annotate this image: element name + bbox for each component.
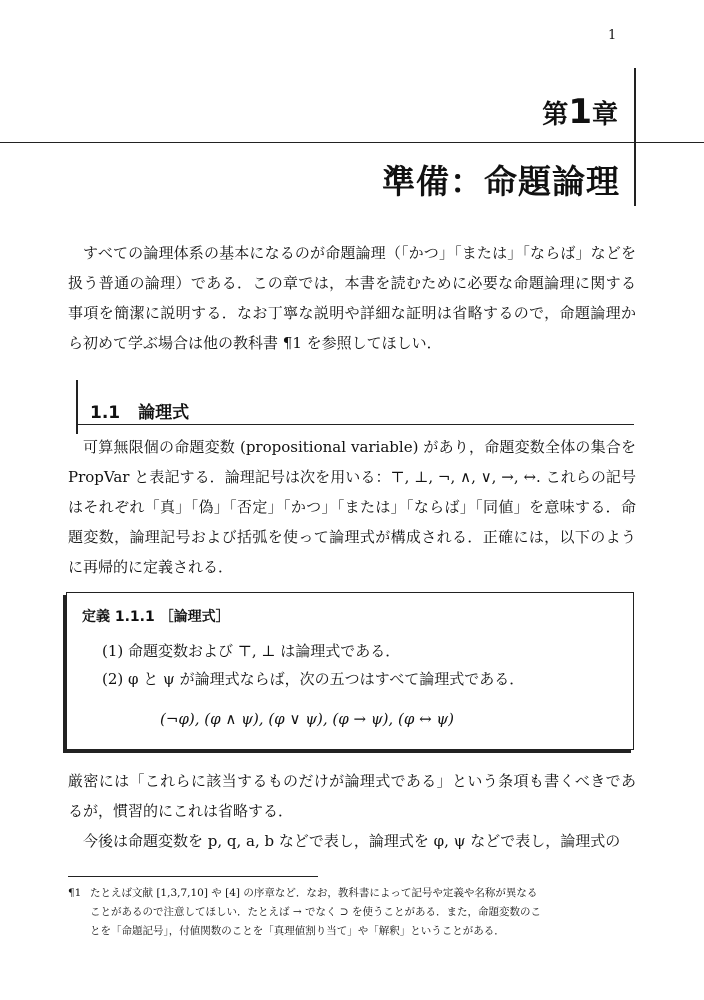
chapter-suffix: 章	[591, 100, 618, 130]
chapter-heading	[0, 92, 618, 132]
intro-paragraph: すべての論理体系の基本になるのが命題論理（「かつ」「または」「ならば」などを扱う普通の論理）である．この章では，本書を読むために必要な命題論理に関する事項を簡潔に説明する．なお丁寧な説明や詳細な証明は省略するので，命題論理から初めて学ぶ場合は他の教科書 ¶1 を参照してほしい．	[68, 244, 636, 352]
footnote-mark: ¶1	[68, 887, 82, 899]
chapter-prefix: 第	[542, 100, 569, 130]
footnote-line: たとえば文献 [1,3,7,10] や [4] の序章など．なお，教科書によって記号や定義や名称が異なる	[90, 887, 538, 899]
chapter-vertical-rule	[634, 68, 636, 206]
section-underline	[78, 424, 634, 425]
footnote	[68, 884, 634, 941]
chapter-title: 準備：命題論理	[382, 162, 620, 201]
footnote-line: とを「命題記号」，付値関数のことを「真理値割り当て」や「解釈」ということがある．	[90, 925, 505, 937]
chapter-number: 1	[568, 92, 592, 132]
footnote-line: ことがあるので注意してほしい．たとえば → でなく ⊃ を使うことがある．また，命題変数のこ	[90, 906, 541, 918]
definition-formula: (¬φ), (φ ∧ ψ), (φ ∨ ψ), (φ → ψ), (φ ↔ ψ)	[160, 710, 455, 728]
after-paragraph-continued: 今後は命題変数を p, q, a, b などで表し，論理式を φ, ψ などで表し，論理式の	[83, 832, 621, 850]
definition-title: 定義 1.1.1 ［論理式］	[82, 609, 230, 625]
chapter-horizontal-rule	[0, 142, 704, 143]
footnote-rule	[68, 876, 318, 877]
after-paragraph: 厳密には「これらに該当するものだけが論理式である」という条項も書くべきであるが，慣習的にこれは省略する．	[68, 772, 636, 820]
section-number: 1.1	[90, 403, 121, 423]
section-title: 論理式	[138, 403, 190, 423]
section-paragraph: 可算無限個の命題変数 (propositional variable) があり，命題変数全体の集合を PropVar と表記する．論理記号は次を用いる：⊤, ⊥, ¬, ∧, ∨, →, ↔. これらの記号はそれぞれ「真」「偽」「否定」「かつ」「または」「ならば」「同値」を意味する．命題変数，論理記号および括弧を使って論理式が構成される．正確には，以下のように再帰的に定義される．	[68, 438, 636, 576]
definition-item: (1) 命題変数および ⊤, ⊥ は論理式である．	[102, 642, 401, 660]
definition-item: (2) φ と ψ が論理式ならば，次の五つはすべて論理式である．	[102, 670, 525, 688]
section-heading	[90, 398, 189, 423]
page-number: 1	[608, 28, 617, 43]
section-vertical-rule	[76, 380, 78, 434]
